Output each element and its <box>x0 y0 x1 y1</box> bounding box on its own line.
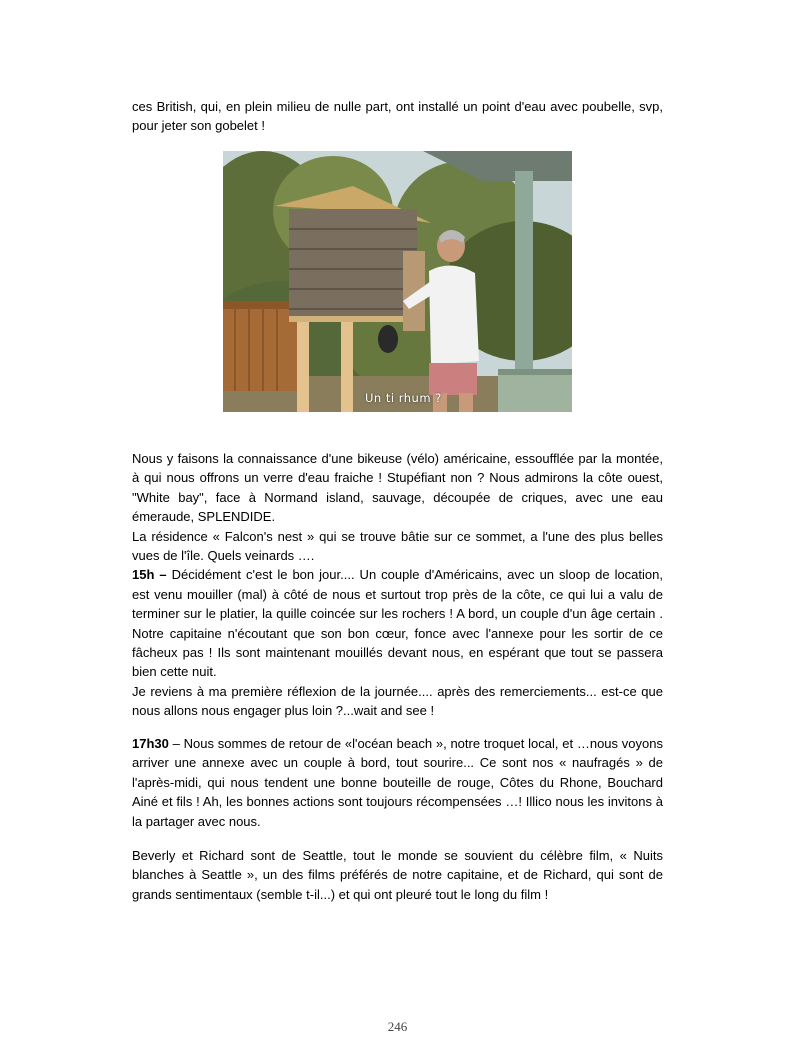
page-number: 246 <box>387 1019 408 1034</box>
fifteen-hours-text: Décidément c'est le bon jour.... Un couple d'Américains, avec un sloop de location, est venu mouiller (mal) à côté de nous et surtout trop près de la côte, ce qui lui a valu de terminer sur le platier, la quille coincée sur les rochers ! A bord, un couple d'un âge certain . Notre capitaine n'écoutant que son bon cœur, fonce avec l'annexe pour les sortir de ce fâcheux pas ! Ils sont maintenant mouillés devant nous, en espérant que tout se passera bien cette nuit. <box>132 567 663 680</box>
evening-text: – Nous sommes de retour de «l'océan beach », notre troquet local, et …nous voyons arriver une annexe avec un couple à bord, tout sourire... Ce sont nos « naufragés » de l'après-midi, qui nous tendent une bonne bouteille de rouge, Côtes du Rhone, Bouchard Ainé et fils ! Ah, les bonnes actions sont toujours récompensées …! Illico nous les invitons à la partager avec nous. <box>132 736 663 829</box>
intro-text: ces British, qui, en plein milieu de nulle part, ont installé un point d'eau avec poubelle, svp, pour jeter son gobelet ! <box>132 99 663 134</box>
reflection-paragraph: Je reviens à ma première réflexion de la journée.... après des remerciements... est-ce que nous allons nous engager plus loin ?...wait and see ! <box>132 683 663 719</box>
photo-caption: Un ti rhum ? <box>365 391 442 405</box>
photo-water-point <box>223 151 572 412</box>
bikeuse-paragraph: Nous y faisons la connaissance d'une bikeuse (vélo) américaine, essoufflée par la montée, à qui nous offrons un verre d'eau fraiche ! Stupéfiant non ? Nous admirons la côte ouest, "White bay", face à Normand island, sauvage, découpée de criques, avec une eau émeraude, SPLENDIDE. <box>132 451 663 525</box>
photo-illustration <box>223 151 572 412</box>
intro-paragraph <box>132 97 663 136</box>
bikeuse-section <box>132 449 663 721</box>
seattle-section <box>132 846 663 904</box>
residence-paragraph: La résidence « Falcon's nest » qui se trouve bâtie sur ce sommet, a l'une des plus belles vues de l'île. Quels veinards …. <box>132 528 663 564</box>
fifteen-hours-paragraph <box>132 565 663 681</box>
evening-paragraph <box>132 734 663 831</box>
time-15h-label: 15h – <box>132 567 167 583</box>
evening-section <box>132 734 663 831</box>
time-17h30-label: 17h30 <box>132 736 169 751</box>
seattle-paragraph: Beverly et Richard sont de Seattle, tout le monde se souvient du célèbre film, « Nuits blanches à Seattle », un des films préférés de notre capitaine, et de Richard, qui sont de grands sentimentaux (semble t-il...) et qui ont pleuré tout le long du film ! <box>132 848 663 902</box>
